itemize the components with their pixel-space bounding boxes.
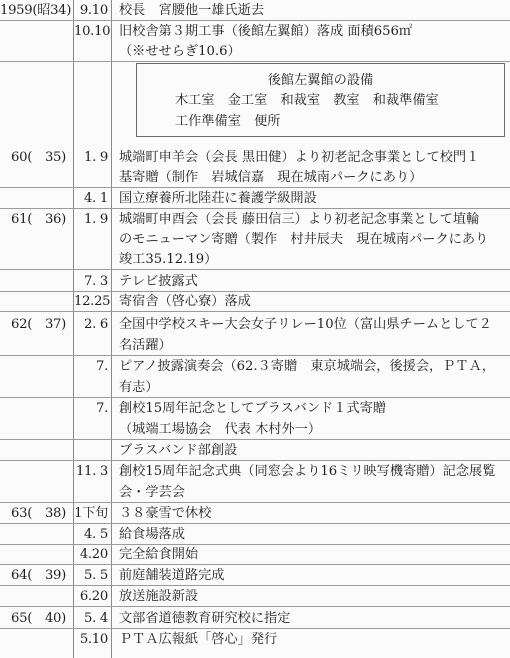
- chronology-row: [0, 609, 510, 629]
- chronology-row: [0, 587, 510, 607]
- row-date: 5. 5: [84, 568, 108, 583]
- chronology-row: [0, 210, 510, 230]
- row-event-text: 創校15周年記念式典（同窓会より16ミリ映写機寄贈）記念展覧: [119, 464, 496, 479]
- row-event-text: （城端工場協会 代表 木村外一）: [119, 422, 322, 437]
- row-event-text: 国立療養所北陸荘に養護学級開設: [119, 191, 317, 206]
- row-date: 2. 6: [84, 317, 108, 332]
- row-date: 7. 3: [84, 274, 108, 289]
- row-year: 61( 36): [11, 212, 66, 227]
- row-date: 4.20: [79, 547, 108, 562]
- row-event-text: ３８豪雪で休校: [119, 506, 212, 521]
- row-event-text: 城端町申酉会（会長 藤田信三）より初老記念事業として埴輪: [119, 212, 480, 227]
- row-event-text: 完全給食開始: [119, 547, 199, 562]
- row-year: 63( 38): [11, 506, 66, 521]
- row-event-text: 全国中学校スキー大会女子リレー10位（富山県チームとして２: [119, 317, 492, 332]
- row-event-text: ブラスバンド部創設: [119, 443, 238, 458]
- row-event-text: 放送施設新設: [119, 589, 199, 604]
- chronology-row: [0, 545, 510, 565]
- chronology-row: [0, 483, 510, 503]
- row-date: 7.: [96, 359, 108, 374]
- row-event-text: 文部省道徳教育研究校に指定: [119, 611, 291, 626]
- row-event-text: 創校15周年記念としてブラスバンド１式寄贈: [119, 401, 386, 416]
- chronology-row: [0, 22, 510, 42]
- row-event-text: 校長 宮腰他一雄氏逝去: [119, 3, 265, 18]
- chronology-row: [0, 250, 510, 270]
- row-date: 5.10: [79, 632, 108, 647]
- facilities-box-title: 後館左翼館の設備: [267, 73, 374, 88]
- row-event-text: 竣工35.12.19）: [119, 252, 218, 267]
- row-date: 1. 9: [84, 212, 108, 227]
- chronology-row: [0, 42, 510, 62]
- row-event-text: 城端町申羊会（会長 黒田健）より初老記念事業として校門１: [119, 150, 480, 165]
- chronology-row: [0, 420, 510, 440]
- row-date: 7.: [96, 401, 108, 416]
- row-date: 4. 5: [84, 527, 108, 542]
- row-event-text: 給食場落成: [119, 527, 185, 542]
- row-year: 60( 35): [11, 150, 66, 165]
- row-event-text: ＰＴＡ広報紙「啓心」発行: [119, 632, 278, 647]
- chronology-row: [0, 272, 510, 292]
- row-year: 1959(昭34): [0, 3, 72, 18]
- row-date: 12.25: [74, 294, 111, 309]
- row-date: 9.10: [79, 3, 108, 18]
- row-event-text: 基寄贈（制作 岩城信嘉 現在城南パークにあり）: [119, 170, 423, 185]
- row-date: 11. 3: [75, 464, 108, 479]
- chronology-row: [0, 525, 510, 545]
- row-year: 62( 37): [11, 317, 66, 332]
- row-event-text: 会・学芸会: [119, 485, 185, 500]
- facilities-box-line: 工作準備室 便所: [175, 114, 281, 129]
- row-event-text: テレビ披露式: [119, 274, 198, 289]
- row-event-text: 寄宿舎（啓心寮）落成: [119, 294, 251, 309]
- row-date: 1. 9: [84, 150, 108, 165]
- chronology-row: [0, 462, 510, 482]
- chronology-row: [0, 315, 510, 335]
- row-event-text: （※せせらぎ10.6）: [119, 44, 241, 59]
- chronology-row: [0, 168, 510, 188]
- facilities-box: [136, 63, 505, 137]
- row-event-text: のモニューマン寄贈（製作 村井辰夫 現在城南パークにあり: [119, 232, 489, 247]
- chronology-row: [0, 148, 510, 168]
- chronology-row: [0, 399, 510, 419]
- chronology-row: [0, 336, 510, 356]
- chronology-row: [0, 1, 510, 21]
- chronology-row: [0, 441, 510, 461]
- row-event-text: 前庭舗装道路完成: [119, 568, 225, 583]
- chronology-row: [0, 630, 510, 650]
- row-date: 5. 4: [84, 611, 108, 626]
- row-year: 64( 39): [11, 568, 66, 583]
- facilities-box-line: 木工室 金工室 和裁室 教室 和裁準備室: [175, 93, 439, 108]
- row-date: 4. 1: [84, 191, 108, 206]
- chronology-row: [0, 292, 510, 312]
- row-event-text: 名活躍）: [119, 338, 172, 353]
- row-date: 6.20: [79, 589, 108, 604]
- chronology-row: [0, 566, 510, 586]
- chronology-row: [0, 230, 510, 250]
- chronology-row: [0, 504, 510, 524]
- chronology-row: [0, 357, 510, 377]
- row-year: 65( 40): [11, 611, 66, 626]
- row-event-text: 有志）: [119, 380, 159, 395]
- row-event-text: ピアノ披露演奏会（62.３寄贈 東京城端会，後援会，ＰＴＡ，: [119, 359, 495, 374]
- row-date: 1下旬: [74, 506, 108, 521]
- chronology-row: [0, 189, 510, 209]
- chronology-row: [0, 378, 510, 398]
- row-event-text: 旧校舎第３期工事（後館左翼館）落成 面積656㎡: [119, 24, 413, 39]
- row-date: 10.10: [74, 24, 111, 39]
